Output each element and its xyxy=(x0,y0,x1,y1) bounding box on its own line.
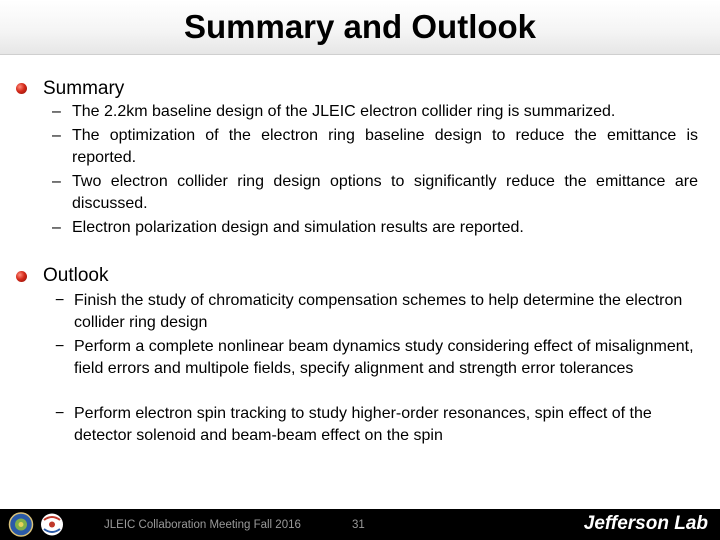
outlook-item: Perform a complete nonlinear beam dynamics study considering effect of misalignment, field errors and multipole fields, specify alignment and strength error tolerances xyxy=(74,338,694,377)
summary-item: The 2.2km baseline design of the JLEIC electron collider ring is summarized. xyxy=(72,103,616,120)
slide-footer xyxy=(0,509,720,540)
doe-seal-logo xyxy=(10,513,33,536)
dash-marker: – xyxy=(52,127,61,144)
section-heading: Summary xyxy=(43,78,125,99)
dash-marker: − xyxy=(55,338,65,355)
dash-marker: – xyxy=(52,219,61,236)
page-number: 31 xyxy=(352,519,365,531)
section-heading: Outlook xyxy=(43,265,109,286)
dash-marker: − xyxy=(55,405,65,422)
dash-marker: – xyxy=(52,103,61,120)
dash-marker: − xyxy=(55,292,65,309)
jefferson-lab-logo: Jefferson Lab xyxy=(583,513,708,534)
bullet-dot-icon xyxy=(16,271,27,282)
dash-marker: – xyxy=(52,173,61,190)
footer-logos xyxy=(8,511,78,538)
summary-item: The optimization of the electron ring baseline design to reduce the emittance is reported. xyxy=(72,127,698,166)
slide-title: Summary and Outlook xyxy=(183,8,537,45)
summary-item: Two electron collider ring design options to significantly reduce the emittance are discussed. xyxy=(72,173,698,212)
title-bar xyxy=(0,0,720,55)
bullet-dot-icon xyxy=(16,83,27,94)
footer-meeting-text: JLEIC Collaboration Meeting Fall 2016 xyxy=(104,519,301,531)
outlook-item: Finish the study of chromaticity compensation schemes to help determine the electron collider ring design xyxy=(74,292,683,331)
summary-item: Electron polarization design and simulation results are reported. xyxy=(72,219,524,236)
jsa-logo xyxy=(41,514,63,536)
outlook-item: Perform electron spin tracking to study higher-order resonances, spin effect of the detector solenoid and beam-beam effect on the spin xyxy=(74,405,652,444)
